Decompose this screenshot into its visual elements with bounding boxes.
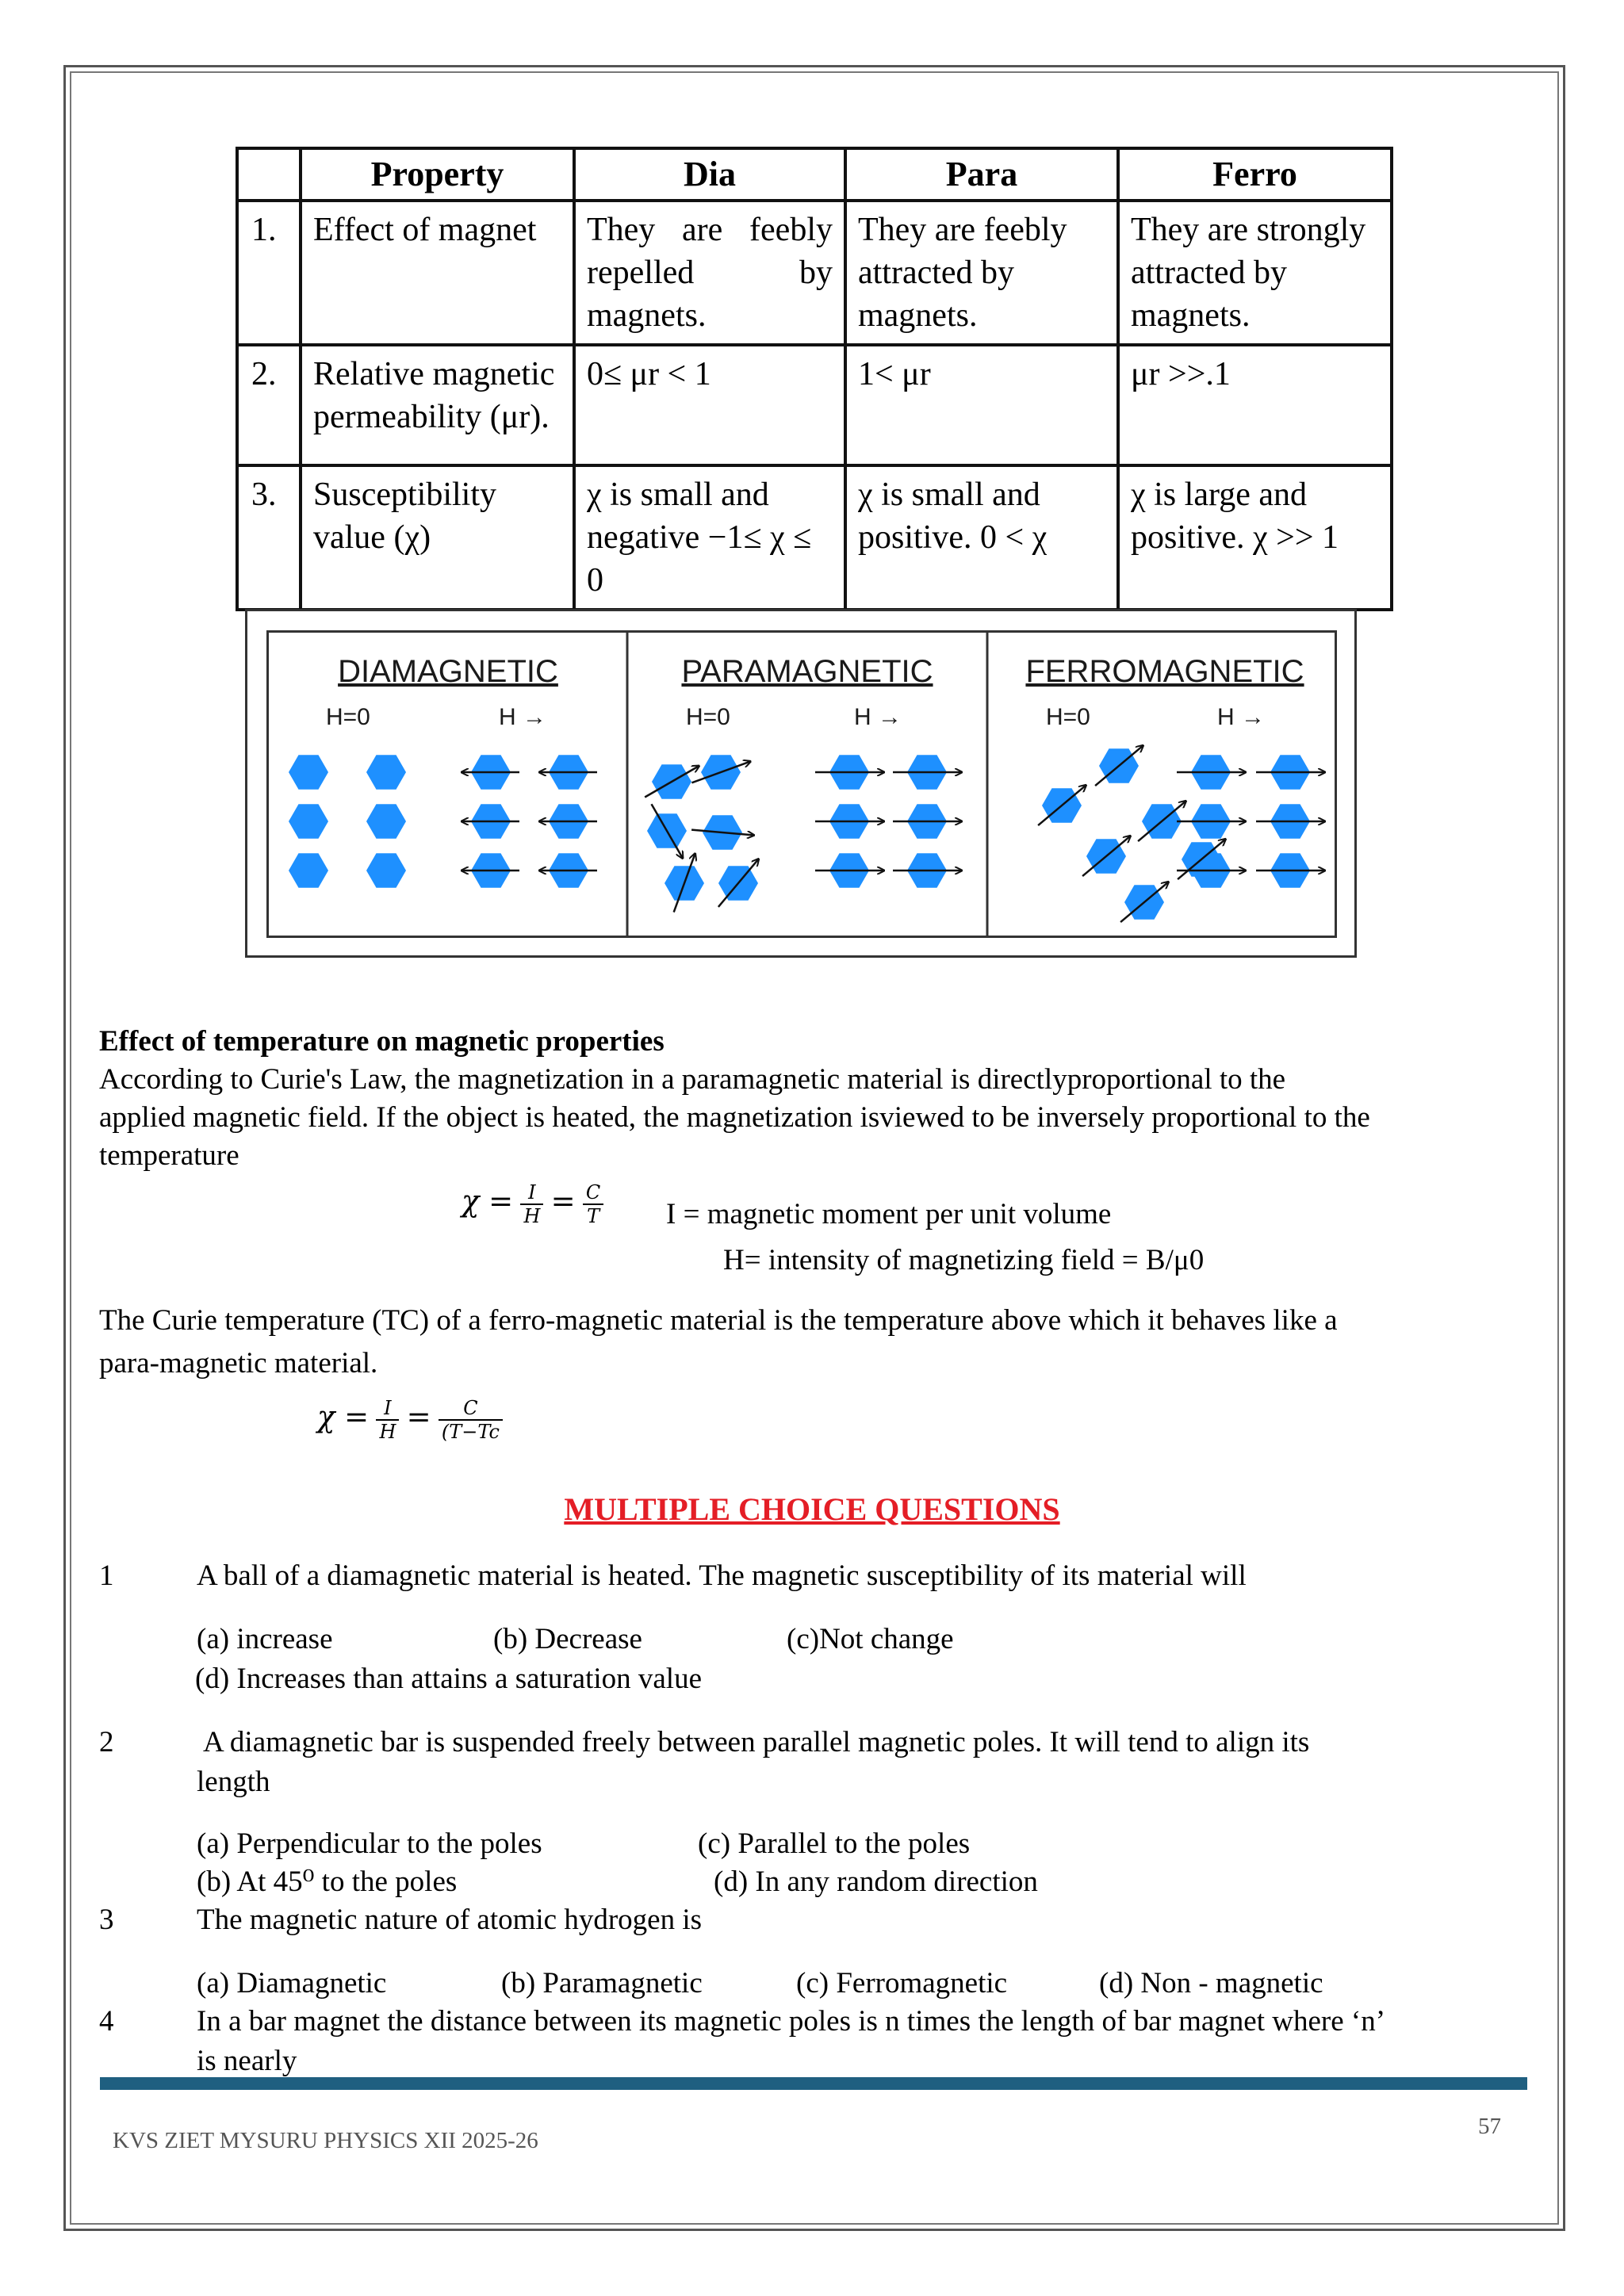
panel-h0-label: H=0 (686, 704, 730, 730)
question-number: 3 (99, 1904, 114, 1936)
question-text: A ball of a diamagnetic material is heated. The magnetic susceptibility of its material will (197, 1559, 1247, 1592)
option: (b) At 45⁰ to the poles (197, 1866, 458, 1898)
panel-title-ferromagnetic: FERROMAGNETIC (1025, 654, 1304, 689)
option: (b) Decrease (493, 1623, 642, 1655)
panel-h1-label: H → (1217, 704, 1265, 730)
panel-h1-label: H → (854, 704, 902, 730)
curie-law-line-2: applied magnetic field. If the object is heated, the magnetization isviewed to be inversely proportional to the (99, 1101, 1370, 1134)
option: (d) Increases than attains a saturation value (195, 1663, 703, 1695)
footer-bar (100, 2077, 1527, 2090)
eq2-fraction-C-TTc: $\frac{C}{(T-Tc}$ (439, 1397, 503, 1443)
footer-text: KVS ZIET MYSURU PHYSICS XII 2025-26 (113, 2128, 538, 2153)
definition-I: I = magnetic moment per unit volume (666, 1198, 1112, 1230)
cell-para: 1< μr (845, 345, 1118, 465)
question-text-cont: length (197, 1766, 270, 1798)
panel-h0-label: H=0 (326, 704, 370, 730)
option: (c)Not change (787, 1623, 954, 1655)
cell-ferro: They are strongly attracted by magnets. (1118, 201, 1392, 345)
eq1-fraction-IH: $\frac{I}{H}$ (520, 1181, 543, 1227)
panel-title-paramagnetic: PARAMAGNETIC (681, 654, 933, 689)
panel-h0-label: H=0 (1046, 704, 1090, 730)
curie-law-equation (462, 1181, 603, 1227)
curie-temperature-line-2: para-magnetic material. (99, 1347, 378, 1380)
section-heading: Effect of temperature on magnetic properties (99, 1025, 665, 1058)
eq2-fraction-IH: $\frac{I}{H}$ (376, 1397, 399, 1443)
page-number: 57 (1478, 2114, 1501, 2139)
domain-hexagon (366, 853, 406, 887)
cell-dia: χ is small and negative −1≤ χ ≤ 0 (574, 465, 845, 610)
option: (a) increase (197, 1623, 333, 1655)
header-dia: Dia (574, 148, 845, 201)
cell-property: Relative magnetic permeability (μr). (301, 345, 574, 465)
domain-hexagon (366, 755, 406, 789)
eq2-lhs: χ = (317, 1399, 370, 1434)
cell-dia: They are feebly repelled by magnets. (574, 201, 845, 345)
panel-h1-label: H → (499, 704, 546, 730)
question-text-cont: is nearly (197, 2045, 297, 2077)
curie-weiss-equation (317, 1397, 503, 1443)
question-text: The magnetic nature of atomic hydrogen is (197, 1904, 703, 1936)
moment-arrows (462, 746, 1324, 922)
question-text: In a bar magnet the distance between its magnetic poles is n times the length of bar magnet where ‘n’ (197, 2005, 1386, 2038)
option: (a) Perpendicular to the poles (197, 1827, 542, 1860)
option: (b) Paramagnetic (501, 1967, 703, 1999)
domains-svg (269, 633, 1335, 936)
option: (c) Ferromagnetic (796, 1967, 1008, 1999)
table-row (237, 465, 1392, 610)
mcq-heading: MULTIPLE CHOICE QUESTIONS (564, 1491, 1060, 1527)
eq1-fraction-CT: $\frac{C}{T}$ (583, 1181, 603, 1227)
cell-property: Effect of magnet (301, 201, 574, 345)
curie-temperature-line-1: The Curie temperature (TC) of a ferro-magnetic material is the temperature above which it behaves like a (99, 1304, 1338, 1337)
table-row (237, 345, 1392, 465)
cell-property: Susceptibility value (χ) (301, 465, 574, 610)
domain-hexagon (289, 804, 328, 838)
cell-ferro: μr >>.1 (1118, 345, 1392, 465)
domain-hexagons (289, 748, 1310, 919)
header-property: Property (301, 148, 574, 201)
question-number: 4 (99, 2005, 114, 2038)
option: (a) Diamagnetic (197, 1967, 387, 1999)
cell-para: They are feebly attracted by magnets. (845, 201, 1118, 345)
row-number: 1. (237, 201, 301, 345)
eq2-equals: = (406, 1399, 431, 1434)
header-ferro: Ferro (1118, 148, 1392, 201)
curie-law-line-1: According to Curie's Law, the magnetization in a paramagnetic material is directlyproportional to the (99, 1063, 1286, 1096)
domain-hexagon (366, 804, 406, 838)
table-row (237, 201, 1392, 345)
panel-title-diamagnetic: DIAMAGNETIC (338, 654, 558, 689)
cell-dia: 0≤ μr < 1 (574, 345, 845, 465)
question-number: 1 (99, 1559, 114, 1592)
row-number: 3. (237, 465, 301, 610)
row-number: 2. (237, 345, 301, 465)
cell-para: χ is small and positive. 0 < χ (845, 465, 1118, 610)
option: (d) In any random direction (714, 1866, 1038, 1898)
magnetic-properties-table (236, 147, 1393, 611)
question-number: 2 (99, 1726, 114, 1758)
option: (d) Non - magnetic (1099, 1967, 1323, 1999)
domain-hexagon (289, 755, 328, 789)
definition-H: H= intensity of magnetizing field = B/μ0 (723, 1244, 1205, 1276)
header-para: Para (845, 148, 1118, 201)
magnetic-domains-figure (245, 609, 1357, 958)
curie-law-line-3: temperature (99, 1139, 239, 1172)
question-text: A diamagnetic bar is suspended freely between parallel magnetic poles. It will tend to align its (203, 1726, 1310, 1758)
cell-ferro: χ is large and positive. χ >> 1 (1118, 465, 1392, 610)
eq1-equals: = (550, 1184, 576, 1219)
figure-inner-frame (266, 630, 1337, 938)
domain-hexagon (289, 853, 328, 887)
eq1-lhs: χ = (462, 1184, 514, 1219)
header-num (237, 148, 301, 201)
option: (c) Parallel to the poles (698, 1827, 971, 1860)
table-header-row (237, 148, 1392, 201)
